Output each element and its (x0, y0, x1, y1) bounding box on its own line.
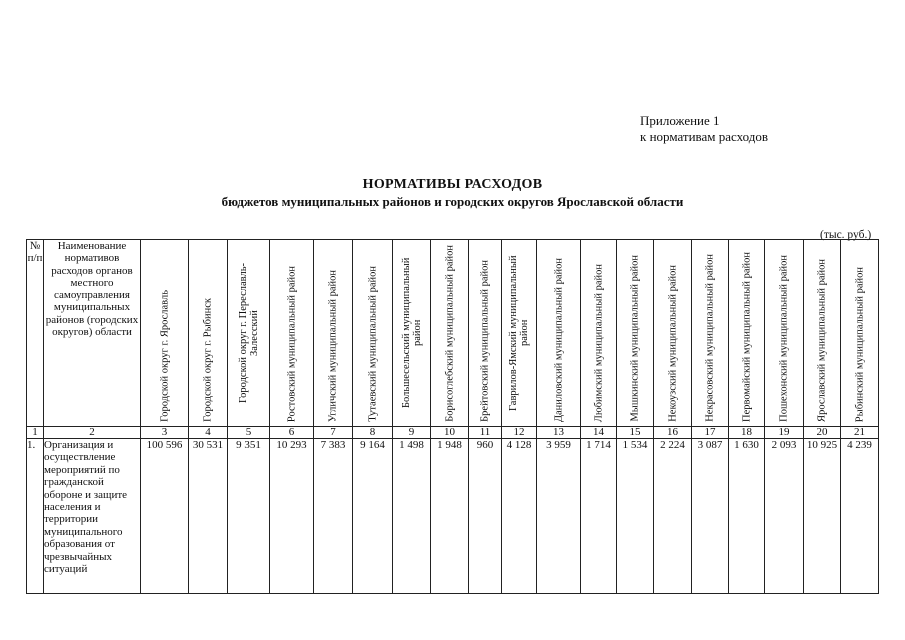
column-number: 17 (692, 427, 729, 439)
unit-label: (тыс. руб.) (820, 229, 872, 241)
header-column-13 (537, 240, 581, 427)
row-value: 3 959 (537, 439, 581, 594)
row-value: 10 293 (270, 439, 314, 594)
norms-table (26, 239, 879, 594)
header-column-label: Городской округ г. Переславль-Залесский (237, 263, 260, 403)
column-number: 11 (469, 427, 502, 439)
row-value: 1 714 (581, 439, 617, 594)
column-number: 20 (804, 427, 841, 439)
column-number: 15 (617, 427, 654, 439)
column-number: 10 (431, 427, 469, 439)
column-numbers-row (27, 427, 879, 439)
header-column-label: Гаврилов-Ямский муниципальный район (508, 255, 530, 411)
column-number: 9 (393, 427, 431, 439)
header-column-14 (581, 240, 617, 427)
header-column-label: Угличский муниципальный район (327, 269, 339, 422)
header-column-4 (189, 240, 228, 427)
header-column-label: Первомайский муниципальный район (741, 252, 752, 422)
column-number: 3 (141, 427, 189, 439)
header-column-label: Рыбинский муниципальный район (854, 266, 865, 422)
column-number: 12 (502, 427, 537, 439)
row-value: 7 383 (314, 439, 353, 594)
header-column-11 (469, 240, 502, 427)
row-value: 960 (469, 439, 502, 594)
row-value: 4 239 (841, 439, 879, 594)
column-number: 21 (841, 427, 879, 439)
header-column-label: Ярославский муниципальный район (816, 259, 828, 422)
appendix-note (640, 113, 768, 145)
row-name: Организация и осуществление мероприятий по гражданской обороне и защите населения и территории муниципального образования от чрезвычайных ситуаций (44, 439, 141, 594)
column-number: 2 (44, 427, 141, 439)
row-value: 30 531 (189, 439, 228, 594)
header-column-19 (765, 240, 804, 427)
header-column-label: Городской округ г. Ярославль (159, 290, 170, 422)
row-value: 4 128 (502, 439, 537, 594)
column-number: 5 (228, 427, 270, 439)
column-number: 13 (537, 427, 581, 439)
document-title: НОРМАТИВЫ РАСХОДОВ (362, 177, 543, 192)
column-number: 14 (581, 427, 617, 439)
header-column-5 (228, 240, 270, 427)
header-column-9 (393, 240, 431, 427)
header-column-15 (617, 240, 654, 427)
header-column-8 (353, 240, 393, 427)
row-number: 1. (27, 439, 44, 594)
row-value: 9 164 (353, 439, 393, 594)
header-column-label: Некрасовский муниципальный район (704, 254, 716, 422)
header-row (27, 240, 879, 427)
header-column-label: Брейтовский муниципальный район (479, 260, 491, 422)
row-value: 9 351 (228, 439, 270, 594)
header-column-label: Даниловский муниципальный район (553, 257, 564, 422)
header-column-label: Пошехонский муниципальный район (778, 255, 790, 422)
header-column-label: Городской округ г. Рыбинск (202, 298, 214, 422)
header-number: № п/п (27, 240, 44, 427)
header-column-18 (729, 240, 765, 427)
header-column-20 (804, 240, 841, 427)
column-number: 4 (189, 427, 228, 439)
header-column-16 (654, 240, 692, 427)
header-column-label: Большесельский муниципальный район (400, 257, 423, 409)
appendix-line-2: к нормативам расходов (640, 129, 769, 144)
column-number: 7 (314, 427, 353, 439)
column-number: 6 (270, 427, 314, 439)
column-number: 1 (27, 427, 44, 439)
appendix-line-1: Приложение 1 (640, 113, 720, 128)
row-value: 1 630 (729, 439, 765, 594)
header-column-label: Мышкинский муниципальный район (629, 255, 641, 422)
row-value: 1 498 (393, 439, 431, 594)
column-number: 19 (765, 427, 804, 439)
header-column-21 (841, 240, 879, 427)
header-column-10 (431, 240, 469, 427)
table-row (27, 439, 879, 594)
header-column-6 (270, 240, 314, 427)
header-name: Наименование нормативов расходов органов местного самоуправления муниципальных районов (городских округов) области (44, 240, 141, 427)
row-value: 10 925 (804, 439, 841, 594)
row-value: 2 093 (765, 439, 804, 594)
header-column-label: Борисоглебский муниципальный район (444, 245, 455, 422)
header-column-7 (314, 240, 353, 427)
header-column-label: Некоузский муниципальный район (667, 265, 678, 422)
row-value: 1 948 (431, 439, 469, 594)
header-column-label: Ростовский муниципальный район (286, 265, 297, 422)
column-number: 16 (654, 427, 692, 439)
row-value: 2 224 (654, 439, 692, 594)
document-subtitle: бюджетов муниципальных районов и городских округов Ярославской области (221, 194, 684, 209)
row-value: 1 534 (617, 439, 654, 594)
header-column-3 (141, 240, 189, 427)
header-column-label: Тутаевский муниципальный район (367, 266, 378, 422)
header-column-12 (502, 240, 537, 427)
column-number: 18 (729, 427, 765, 439)
header-column-17 (692, 240, 729, 427)
row-value: 100 596 (141, 439, 189, 594)
column-number: 8 (353, 427, 393, 439)
header-column-label: Любимский муниципальный район (593, 263, 604, 422)
row-value: 3 087 (692, 439, 729, 594)
